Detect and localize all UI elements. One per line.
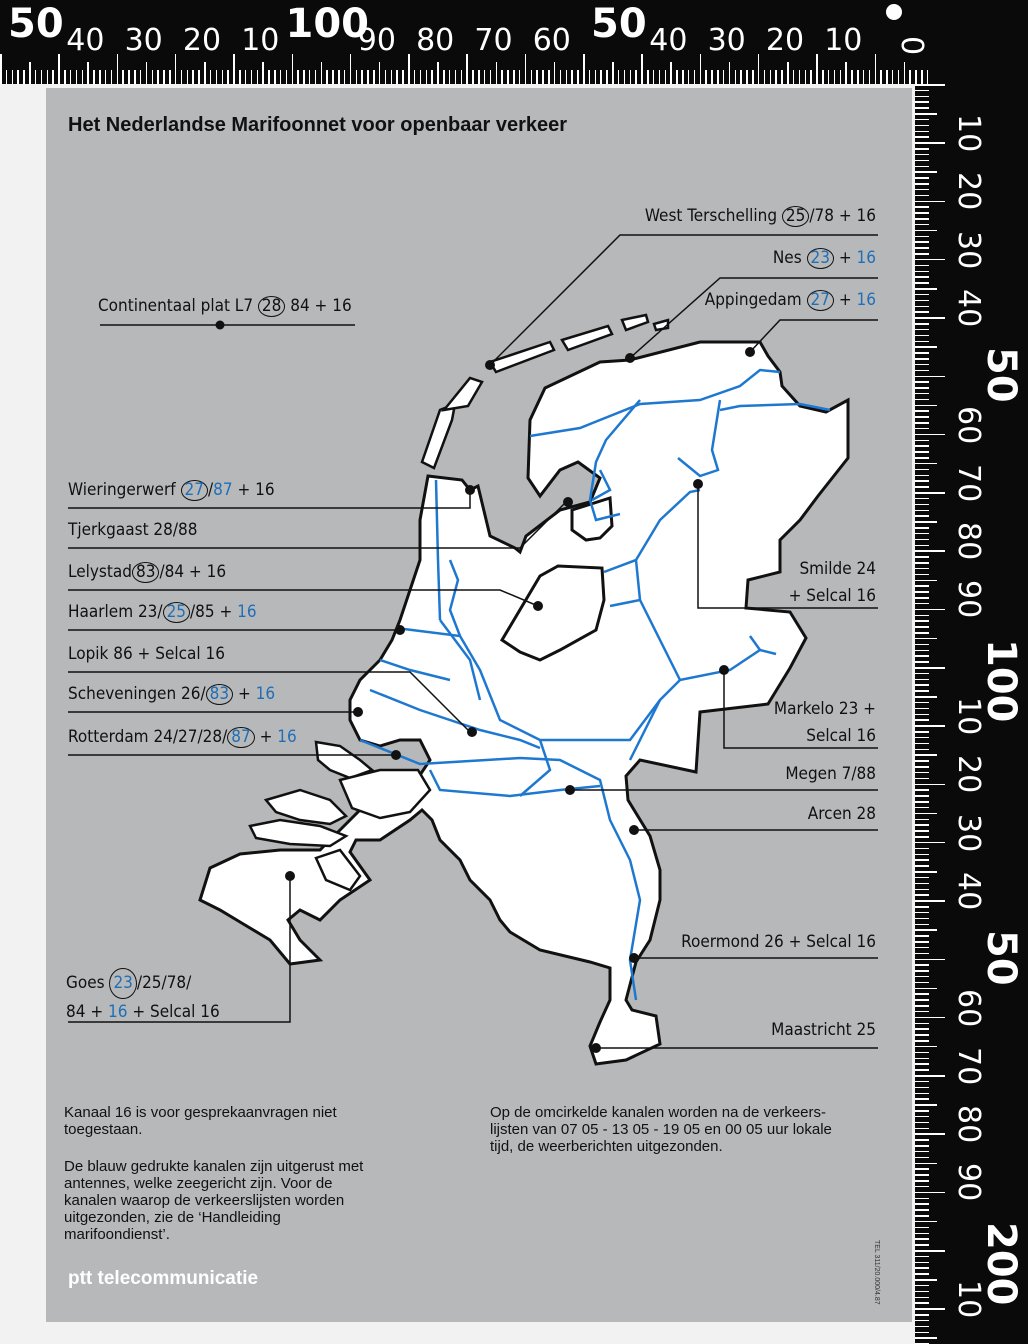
mainland (200, 342, 848, 1064)
ruler-number: 70 (474, 23, 513, 58)
ruler-number: 100 (978, 638, 1024, 723)
ruler-number: 200 (978, 1221, 1024, 1306)
ruler-number: 20 (951, 172, 986, 211)
label-maastricht: Maastricht 25 (771, 1020, 876, 1040)
ruler-number: 80 (416, 23, 455, 58)
dot-nes (625, 353, 635, 363)
brand-ptt-telecommunicatie: ptt telecommunicatie (68, 1268, 259, 1289)
ruler-number: 10 (951, 697, 986, 736)
ruler-number: 50 (978, 930, 1024, 986)
label-lelystad: Lelystad 83 /84 + 16 (68, 562, 227, 582)
ruler-number: 50 (8, 1, 64, 47)
label-roermond: Roermond 26 + Selcal 16 (681, 932, 876, 952)
label-tjerkgaast: Tjerkgaast 28/88 (68, 520, 198, 540)
ruler-number: 80 (951, 522, 986, 561)
ruler-number: 20 (182, 23, 222, 58)
ruler-number: 10 (951, 114, 986, 153)
note-kanaal-16: Kanaal 16 is voor gesprekaanvragen niet toegestaan. (64, 1104, 337, 1138)
ruler-number: 40 (951, 288, 986, 328)
dot-lopik (467, 727, 477, 737)
label-markelo: Markelo 23 + Selcal 16 (773, 699, 876, 746)
dot-tjerkgaast (563, 497, 573, 507)
ruler-number: 30 (951, 230, 986, 269)
note-circled-channels: Op de omcirkelde kanalen worden na de verkeers- lijsten van 07 05 - 13 05 - 19 05 en 00 05 uur lokale tijd, de weerberichten uitgezonden. (490, 1104, 832, 1155)
ruler-number: 50 (591, 1, 647, 47)
dot-roermond (629, 953, 639, 963)
label-lopik: Lopik 86 + Selcal 16 (68, 644, 225, 664)
dot-scheveningen (353, 707, 363, 717)
label-haarlem: Haarlem 23/ 25 /85 + 16 (68, 602, 257, 622)
dot-megen (565, 785, 575, 795)
label-continentaal-plat: Continentaal plat L7 28 84 + 16 (98, 296, 352, 316)
label-scheveningen: Scheveningen 26/ 83 + 16 (68, 684, 276, 704)
dot-wieringerwerf (465, 485, 475, 495)
label-nes: Nes 23 + 16 (772, 248, 876, 268)
ruler-zero: 0 (894, 36, 929, 56)
dot-arcen (629, 825, 639, 835)
label-arcen: Arcen 28 (807, 804, 876, 824)
label-west-terschelling: West Terschelling 25 /78 + 16 (644, 206, 876, 226)
page-title: Het Nederlandse Marifoonnet voor openbaar verkeer (68, 114, 568, 136)
dot-maastricht (591, 1043, 601, 1053)
label-goes: Goes 23 /25/78/ 84 + 16 + Selcal 16 (66, 968, 220, 1026)
ruler-number: 30 (951, 813, 986, 852)
ruler-number: 90 (951, 1163, 986, 1202)
dot-goes (285, 871, 295, 881)
ruler-number: 10 (241, 23, 280, 58)
note-blue-channels: De blauw gedrukte kanalen zijn uitgerust met antennes, welke zeegericht zijn. Voor de kanalen waarop de verkeerslijsten worden uitgezonden, zie de ‘Handleiding marifoondienst’. (64, 1158, 364, 1243)
ruler-number: 60 (951, 988, 986, 1027)
ruler-number: 70 (951, 1046, 986, 1085)
ruler-number: 60 (532, 23, 571, 58)
ruler-number: 10 (951, 1280, 986, 1319)
ruler-number: 60 (951, 405, 986, 444)
dot-smilde (693, 479, 703, 489)
ruler-number: 20 (765, 23, 805, 58)
label-appingedam: Appingedam 27 + 16 (704, 290, 876, 310)
ruler-number: 80 (951, 1105, 986, 1144)
dot-haarlem (395, 625, 405, 635)
ruler-number: 40 (951, 871, 986, 911)
ruler-number: 100 (285, 1, 369, 47)
ruler-number: 40 (66, 23, 105, 58)
label-megen: Megen 7/88 (785, 764, 876, 784)
dot-markelo (719, 665, 729, 675)
ruler-number: 30 (124, 23, 163, 58)
print-code: TEL 311/20.000/4.87 (873, 1240, 880, 1305)
ruler-number: 40 (649, 23, 688, 58)
ruler-number: 90 (951, 580, 986, 619)
ruler-number: 50 (978, 347, 1024, 403)
label-smilde: Smilde 24 + Selcal 16 (788, 559, 876, 606)
ruler-number: 90 (357, 23, 396, 58)
label-rotterdam: Rotterdam 24/27/28/ 87 + 16 (68, 727, 297, 747)
dot-lelystad (533, 601, 543, 611)
dot-rotterdam (391, 750, 401, 760)
ruler-number: 10 (824, 23, 863, 58)
dot-continentaal (216, 321, 225, 330)
label-wieringerwerf: Wieringerwerf 27 /87 + 16 (68, 480, 275, 500)
dot-appingedam (745, 347, 755, 357)
dot-west-terschelling (485, 360, 495, 370)
ruler-number: 70 (951, 463, 986, 502)
ruler-number: 20 (951, 755, 986, 794)
ruler-number: 30 (707, 23, 746, 58)
